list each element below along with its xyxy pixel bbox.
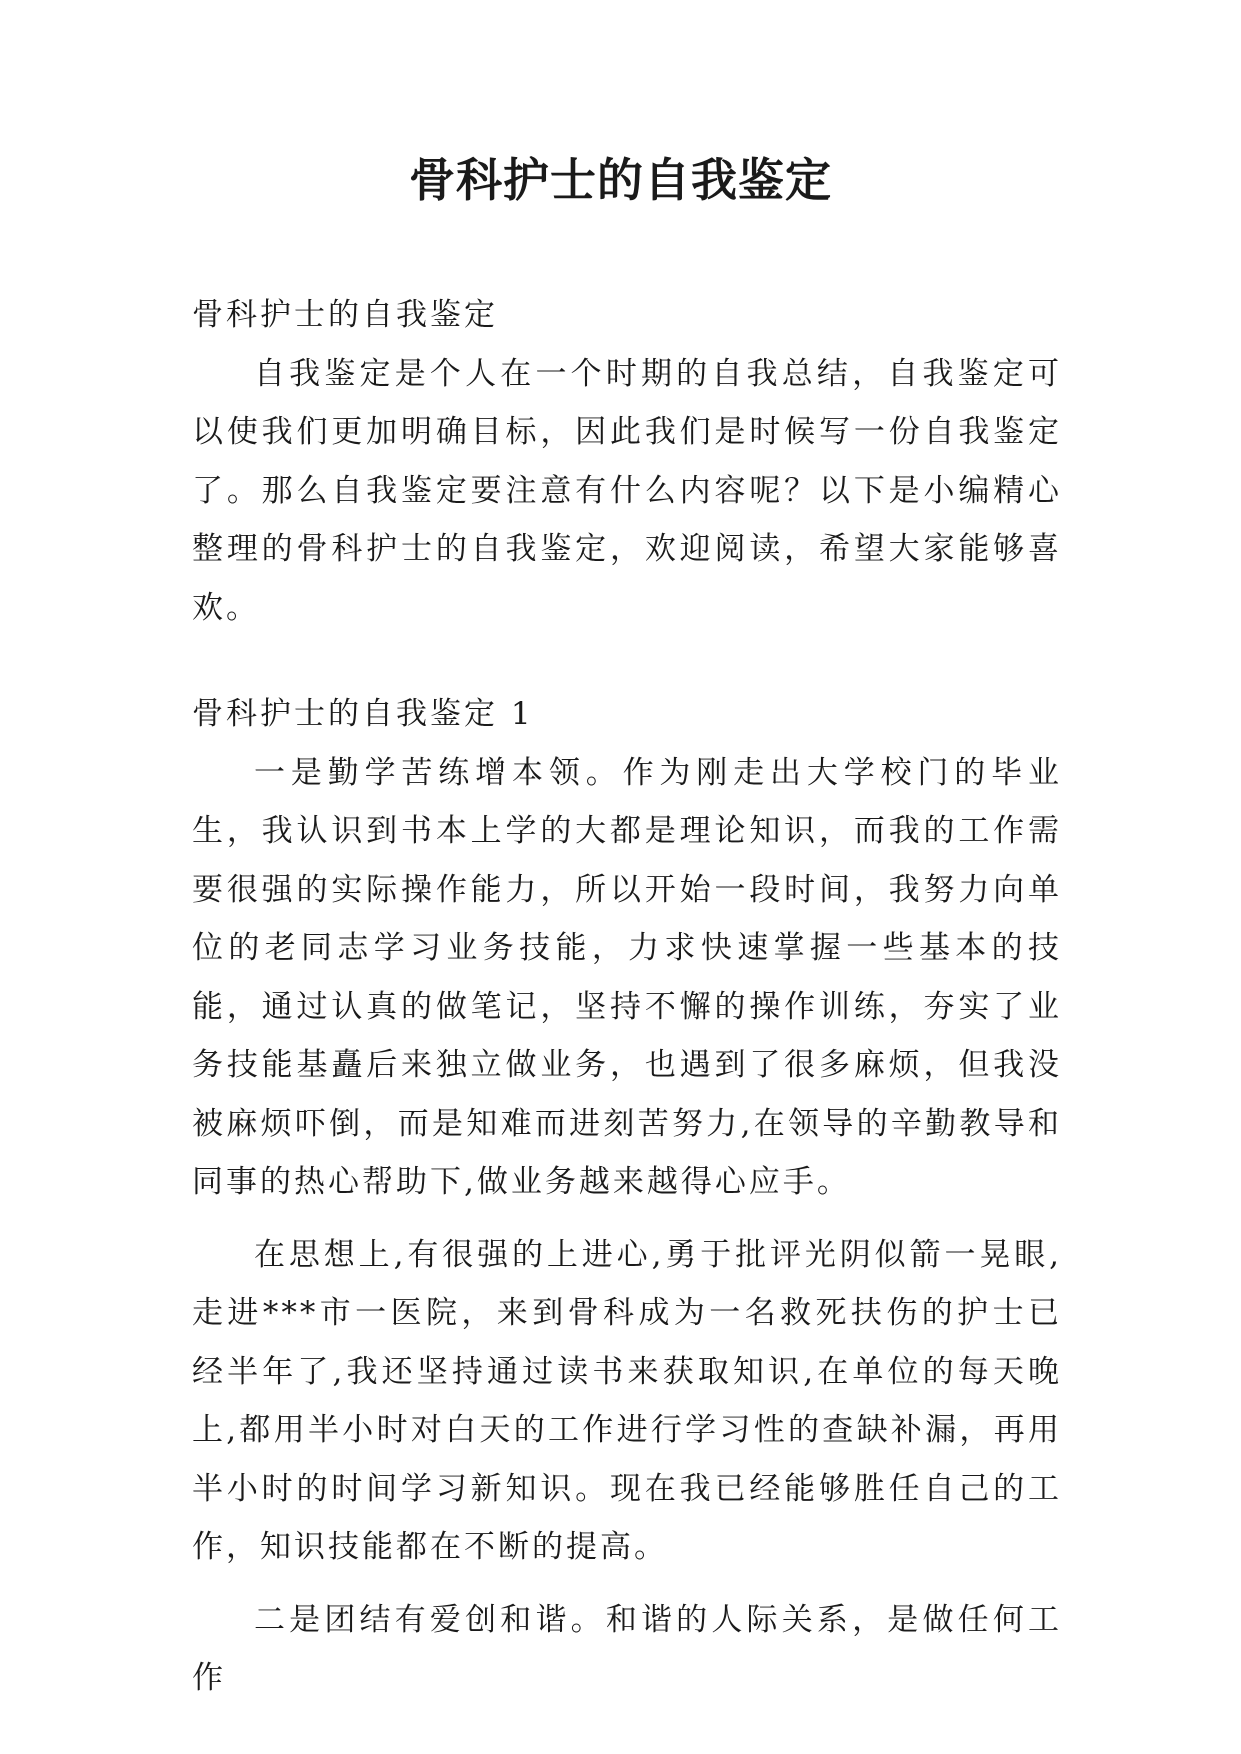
body-paragraph-2: 在思想上,有很强的上进心,勇于批评光阴似箭一晃眼,走进***市一医院，来到骨科成为一名救死扶伤的护士已经半年了,我还坚持通过读书来获取知识,在单位的每天晚上,都用半小时对白天的工作进行学习性的查缺补漏，再用半小时的时间学习新知识。现在我已经能够胜任自己的工作，知识技能都在不断的提高。 — [192, 1236, 1062, 1565]
intro-paragraph: 自我鉴定是个人在一个时期的自我总结，自我鉴定可以使我们更加明确目标，因此我们是时候写一份自我鉴定了。那么自我鉴定要注意有什么内容呢？以下是小编精心整理的骨科护士的自我鉴定，欢迎阅读，希望大家能够喜欢。 — [192, 355, 1062, 626]
paragraph-spacer — [192, 1577, 1062, 1591]
paragraph-spacer — [192, 1212, 1062, 1226]
body-paragraph-3: 二是团结有爱创和谐。和谐的人际关系，是做任何工作 — [192, 1601, 1062, 1696]
intro-heading: 骨科护士的自我鉴定 — [192, 297, 498, 333]
section-heading-1: 骨科护士的自我鉴定 1 — [192, 696, 534, 732]
document-title: 骨科护士的自我鉴定 — [409, 153, 832, 207]
body-paragraph-1: 一是勤学苦练增本领。作为刚走出大学校门的毕业生，我认识到书本上学的大都是理论知识，而我的工作需要很强的实际操作能力，所以开始一段时间，我努力向单位的老同志学习业务技能，力求快速掌握一些基本的技能，通过认真的做笔记，坚持不懈的操作训练，夯实了业务技能基矗后来独立做业务，也遇到了很多麻烦，但我没被麻烦吓倒，而是知难而进刻苦努力,在领导的辛勤教导和同事的热心帮助下,做业务越来越得心应手。 — [192, 754, 1062, 1200]
document-body — [192, 286, 1062, 1708]
section-spacer — [192, 637, 1062, 685]
